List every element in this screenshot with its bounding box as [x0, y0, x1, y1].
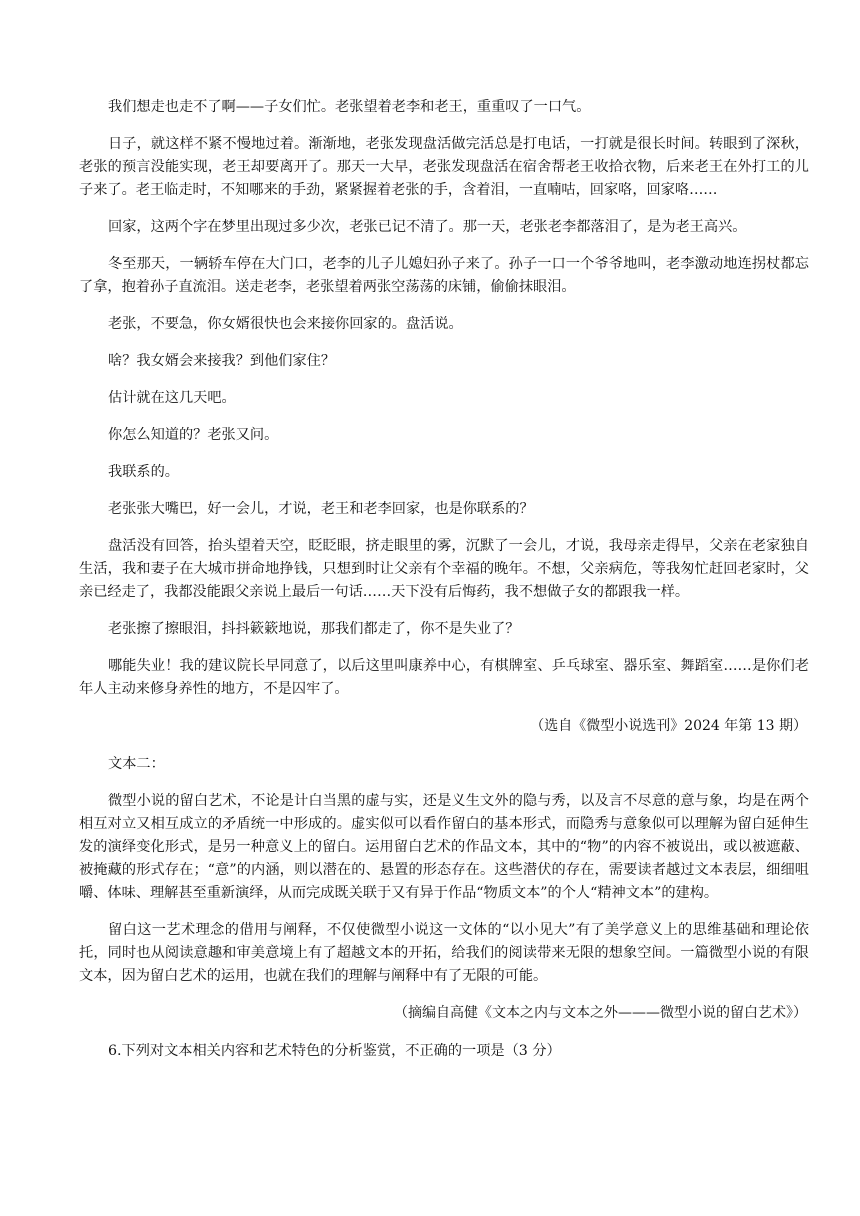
story-paragraph-2: 日子，就这样不紧不慢地过着。渐渐地，老张发现盘活做完活总是打电话，一打就是很长时间。转眼到了深秋，老张的预言没能实现，老王却要离开了。那天一大早，老张发现盘活在宿舍帮老王收拾衣物，后来老王在外打工的儿子来了。老王临走时，不知哪来的手劲，紧紧握着老张的手，含着泪，一直喃咕，回家咯，回家咯…… — [79, 136, 809, 198]
text2-heading: 文本二： — [108, 756, 165, 772]
story-paragraph-6: 啥？我女婿会来接我？到他们家住？ — [108, 353, 336, 369]
text2-paragraph-2: 留白这一艺术理念的借用与阐释，不仅使微型小说这一文体的“以小见大”有了美学意义上的思维基础和理论依托，同时也从阅读意趣和审美意境上有了超越文本的开拓，给我们的阅读带来无限的想象空间。一篇微型小说的有限文本，因为留白艺术的运用，也就在我们的理解与阐释中有了无限的可能。 — [79, 922, 809, 984]
question-6: 6.下列对文本相关内容和艺术特色的分析鉴赏，不正确的一项是（3 分） — [108, 1043, 561, 1059]
story-source-citation: （选自《微型小说选刊》2024 年第 13 期） — [530, 718, 807, 734]
story-paragraph-10: 老张张大嘴巴，好一会儿，才说，老王和老李回家，也是你联系的？ — [108, 501, 534, 517]
text2-paragraph-1: 微型小说的留白艺术，不论是计白当黑的虚与实，还是义生文外的隐与秀，以及言不尽意的意与象，均是在两个相互对立又相互成立的矛盾统一中形成的。虚实似可以看作留白的基本形式，而隐秀与意象似可以理解为留白延伸生发的演绎变化形式，是另一种意义上的留白。运用留白艺术的作品文本，其中的“物”的内容不被说出，或以被遮蔽、被掩藏的形式存在；“意”的内涵，则以潜在的、悬置的形态存在。这些潜伏的存在，需要读者越过文本表层，细细咀嚼、体味、理解甚至重新演绎，从而完成既关联于又有异于作品“物质文本”的个人“精神文本”的建构。 — [79, 793, 809, 901]
document-page — [79, 96, 809, 1063]
story-paragraph-11: 盘活没有回答，抬头望着天空，眨眨眼，挤走眼里的雾，沉默了一会儿，才说，我母亲走得早，父亲在老家独自生活，我和妻子在大城市拼命地挣钱，只想到时让父亲有个幸福的晚年。不想，父亲病危，等我匆忙赶回老家时，父亲已经走了，我都没能跟父亲说上最后一句话……天下没有后悔药，我不想做子女的都跟我一样。 — [79, 538, 809, 600]
story-paragraph-13: 哪能失业！我的建议院长早同意了，以后这里叫康养中心，有棋牌室、乒乓球室、器乐室、舞蹈室……是你们老年人主动来修身养性的地方，不是囚牢了。 — [79, 658, 809, 697]
story-paragraph-1: 我们想走也走不了啊——子女们忙。老张望着老李和老王，重重叹了一口气。 — [108, 99, 591, 115]
story-paragraph-8: 你怎么知道的？老张又问。 — [108, 427, 279, 443]
story-paragraph-3: 回家，这两个字在梦里出现过多少次，老张已记不清了。那一天，老张老李都落泪了，是为老王高兴。 — [108, 219, 747, 235]
story-paragraph-4: 冬至那天，一辆轿车停在大门口，老李的儿子儿媳妇孙子来了。孙子一口一个爷爷地叫，老李激动地连拐杖都忘了拿，抱着孙子直流泪。送走老李，老张望着两张空荡荡的床铺，偷偷抹眼泪。 — [79, 256, 809, 295]
story-paragraph-5: 老张，不要急，你女婿很快也会来接你回家的。盘活说。 — [108, 316, 463, 332]
story-paragraph-12: 老张擦了擦眼泪，抖抖簌簌地说，那我们都走了，你不是失业了？ — [108, 621, 520, 637]
story-paragraph-9: 我联系的。 — [108, 464, 179, 480]
text2-source-citation: （摘编自高健《文本之内与文本之外———微型小说的留白艺术》） — [394, 1005, 807, 1021]
story-paragraph-7: 估计就在这几天吧。 — [108, 390, 236, 406]
